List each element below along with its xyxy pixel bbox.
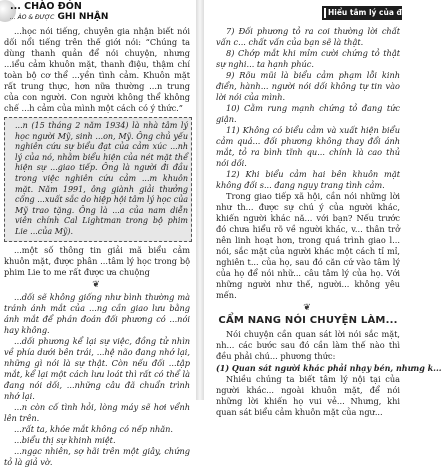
bio-box bbox=[4, 117, 192, 242]
header-line-2: ... ÀO & ĐƯỢC GHI NHẬN bbox=[10, 12, 109, 22]
header-label: Hiểu tâm lý của đ... bbox=[328, 8, 411, 17]
list-item: 7) Đối phương tỏ ra coi thường lời chất vấn c... chất vấn của bạn sẽ là thật. bbox=[216, 26, 400, 47]
right-paragraph-3: Nhiều chúng ta biết tâm lý nội tại của người khác... ngoài khuôn mặt, để nói những lời khiến họ vui vẻ... Nhưng, khi quan sát biểu cảm khuôn mặt của ngư... bbox=[216, 374, 400, 417]
section-title: CẨM NANG NÓI CHUYỆN LÀM... bbox=[218, 315, 398, 326]
bio-text: ...n (15 tháng 2 năm 1934) là nhà tâm lý học người Mỹ, sinh ...on, Mỹ. Ông chủ yếu nghiên cứu sự biểu đạt của cảm xúc ...nh lý của nó, nhằm biểu hiện của nét mặt thể hiện sự ...giao tiếp. Ông là người đi đầu trong việc nghiên cứu cảm ...m khuôn mặt. Năm 1991, ông giành giải thưởng cống ...xuất sắc do hiệp hội tâm lý học của Mỹ trao tặng. Ông là ...a của nam diễn viên chính Cal Lightman trong bộ phim Lie ...của Mỹ). bbox=[15, 121, 188, 236]
right-paragraph-2: Nói chuyện cần quan sát lời nói sắc mặt, nh... các bước sau đó cần làm thế nào thì đều phải chú... phương thức: bbox=[216, 329, 400, 361]
list-item: ...ngạc nhiên, sợ hãi trên một giây, chứng tỏ là giả vờ. bbox=[4, 445, 190, 467]
list-item: ...dối phương kể lại sự việc, đồng tử nhìn về phía dưới bên trái, ...hệ não đang nhớ lại, những gì nói là sự thật. Còn nếu đối ...tập mắt, kể lại một cách lưu loát thì rất có thể là đang nói dối, ...những câu đã chuẩn trình nhớ lại. bbox=[4, 335, 190, 401]
header-line-1: ... CHÀO ĐÓN bbox=[10, 1, 82, 12]
list-item: 11) Không có biểu cảm và xuất hiện biểu cảm quá... đối phương không thay đổi ánh mắt, tỏ ra bình tĩnh qu... chính là cao thủ nói dối. bbox=[216, 125, 400, 168]
left-running-header bbox=[0, 0, 196, 26]
right-paragraph-1: Trong giao tiếp xã hội, cần nói những lời như th... được sự chú ý của người khác, khiến người khác nă... với bạn? Nếu trước đó chưa hiểu rõ về người khác, v... thân trở nên linh hoạt hơn, trong quá trình giao l... nói, sắc mặt của người khác một cách tỉ mỉ, nghiên t... của họ, sau đó căn cứ vào tâm lý của họ để nói nhữ... câu tâm lý của họ. Với những người như thế, người... không yêu mến. bbox=[216, 191, 400, 300]
ornament-icon: ❦ bbox=[92, 279, 102, 290]
sub-heading: (1) Quan sát người khác phải nhạy bén, nhưng k... bbox=[216, 363, 442, 373]
list-item: 10) Cằm rung mạnh chứng tỏ đang tức giận. bbox=[216, 103, 400, 124]
list-item: 12) Khi biểu cảm hai bên khuôn mặt không đối s... đang ngụy trang tình cảm. bbox=[216, 169, 400, 190]
right-running-header bbox=[204, 0, 411, 26]
list-item: ...biểu thị sự khinh miệt. bbox=[14, 434, 116, 445]
list-item: ...rất ta, khóe mắt không có nếp nhăn. bbox=[14, 423, 174, 434]
left-paragraph-1: ...học nói tiếng, chuyên gia nhận biết nói dối nổi tiếng trên thế giới nói: “Chúng ta dùng thanh quản để nói chuyện, nhưng ...iểu cảm khuôn mặt, thanh điệu, thậm chí toàn bộ cơ thể ...yền tình cảm. Khuôn mặt rất trung thực, hơn nữa thường ...n trung của con người. Con người không thể không chế ...h cảm của mình một cách có ý thức.” bbox=[4, 26, 190, 113]
list-item: 9) Rõu mũi là biểu cảm phạm lỗi kinh điển, hành... người nói dối không tự tin vào lời nói của mình. bbox=[216, 70, 400, 102]
list-item: ...dối sẽ không giống như bình thường mà tránh ánh mắt của ...ng cần giao lưu bằng ánh mắt để phán đoán đối phương có ...nói hay không. bbox=[4, 291, 190, 335]
left-page bbox=[0, 0, 196, 467]
header-label-bar bbox=[322, 6, 411, 20]
list-item: 8) Chớp mắt khi mỉm cười chứng tỏ thật sự nghi... ta hạnh phúc. bbox=[216, 48, 400, 69]
list-item: ...n còn cố tình hỏi, lòng máy sẽ hơi vểnh lên trên. bbox=[4, 401, 190, 423]
book-gutter bbox=[196, 0, 204, 400]
left-paragraph-2: ...một số thông tin giải mã biểu cảm khuôn mặt, được phân ...tâm lý học trong bộ phim Lie to me rất được ưa chuộng bbox=[4, 244, 190, 277]
right-page bbox=[204, 0, 442, 417]
ornament-icon: ❦ bbox=[303, 303, 313, 313]
